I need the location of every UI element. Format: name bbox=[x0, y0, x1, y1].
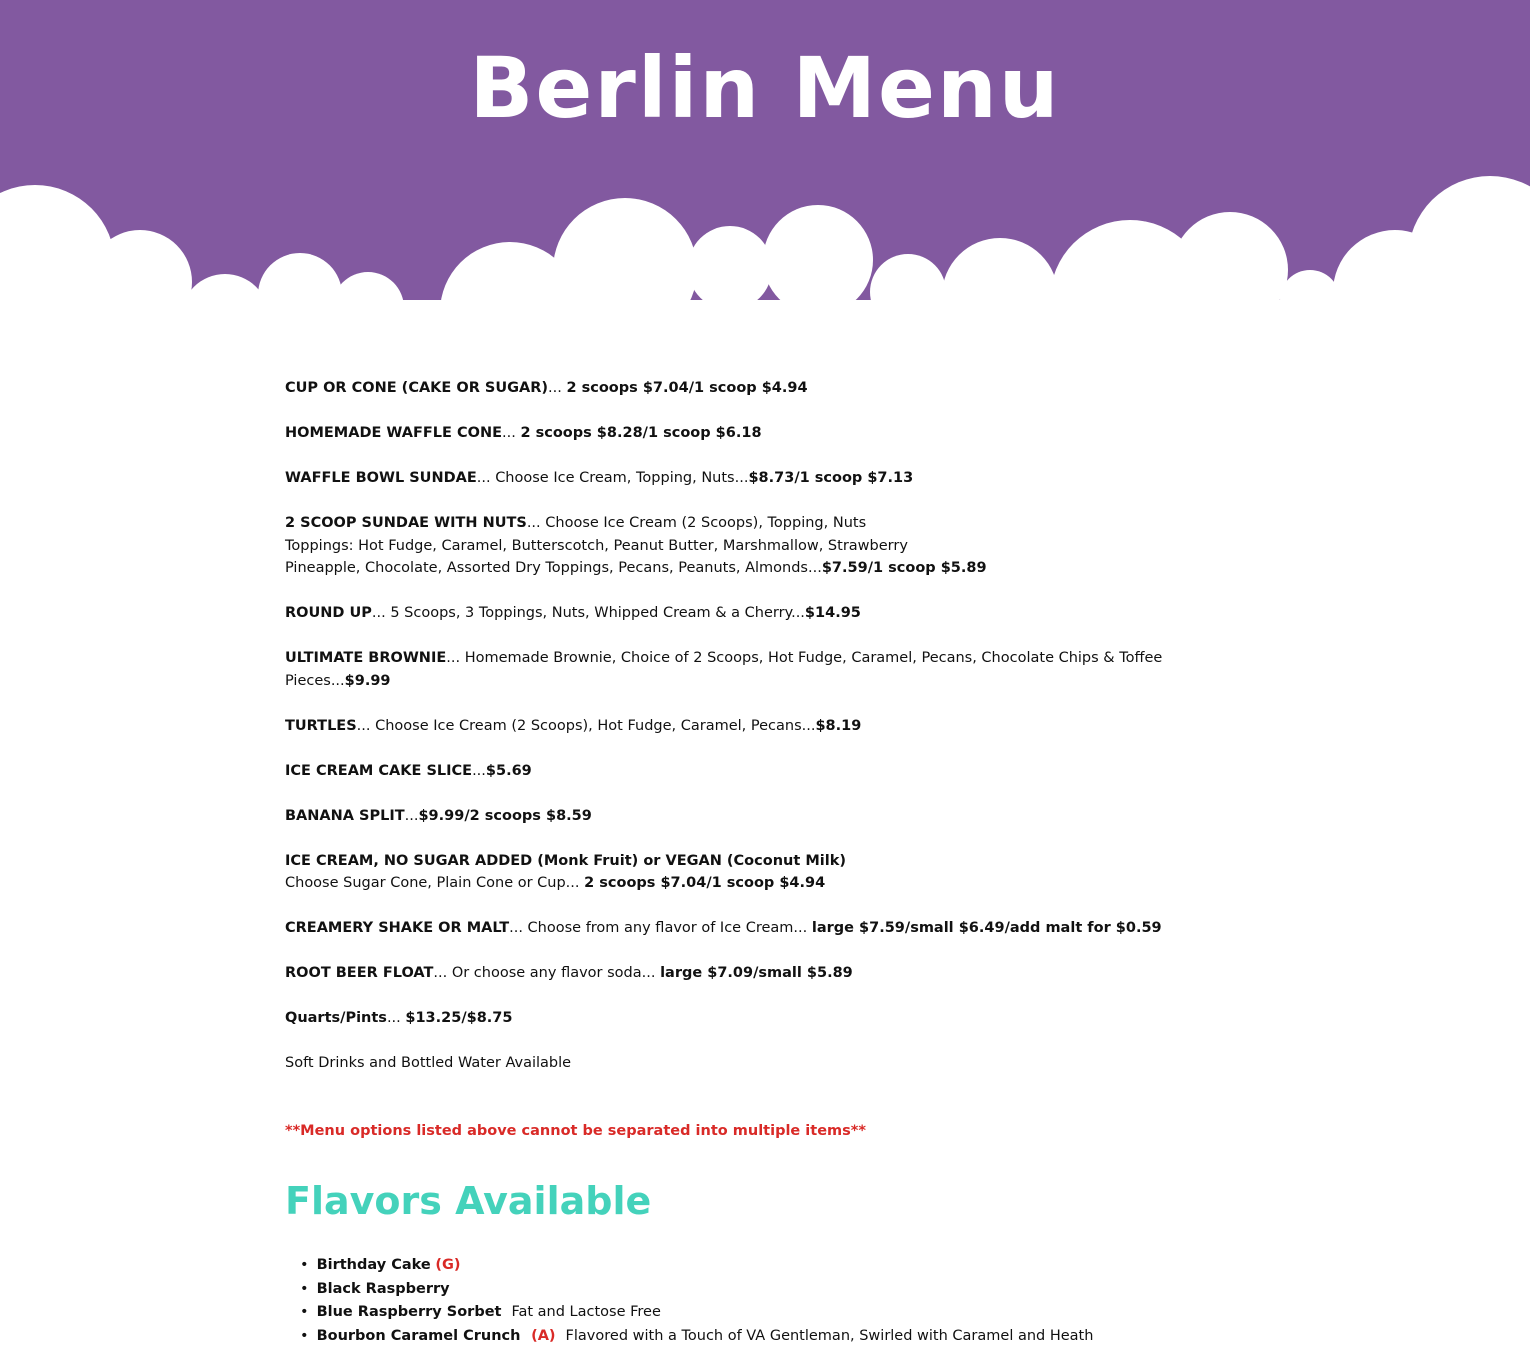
menu-item-separator: ... bbox=[446, 650, 465, 666]
menu-item-price: $7.59/1 scoop $5.89 bbox=[821, 560, 987, 576]
menu-item-description: Choose from any flavor of Ice Cream... bbox=[527, 920, 812, 936]
menu-item-name: ICE CREAM CAKE SLICE bbox=[285, 762, 473, 779]
menu-item bbox=[285, 1052, 1245, 1075]
menu-item-name: TURTLES bbox=[285, 717, 357, 734]
menu-item bbox=[285, 805, 1245, 828]
menu-item-price: $9.99/2 scoops $8.59 bbox=[418, 807, 592, 824]
flavor-description: Fat and Lactose Free bbox=[511, 1304, 661, 1320]
menu-item-name: 2 SCOOP SUNDAE WITH NUTS bbox=[285, 515, 527, 531]
menu-item-description: Choose Ice Cream, Topping, Nuts... bbox=[495, 470, 749, 486]
menu-item-price: 2 scoops $8.28/1 scoop $6.18 bbox=[520, 425, 762, 441]
flavors-heading: Flavors Available bbox=[285, 1179, 652, 1223]
flavor-list bbox=[285, 1254, 1245, 1348]
menu-note: **Menu options listed above cannot be separated into multiple items** bbox=[285, 1122, 866, 1139]
menu-item bbox=[285, 512, 1245, 580]
menu-item-price: large $7.09/small $5.89 bbox=[660, 965, 853, 981]
menu-item-price: $13.25/$8.75 bbox=[405, 1010, 513, 1026]
menu-list bbox=[285, 377, 1245, 1075]
menu-item-separator: ... bbox=[476, 470, 496, 486]
flavor-name: Bourbon Caramel Crunch bbox=[316, 1327, 521, 1344]
menu-item bbox=[285, 962, 1245, 985]
menu-item bbox=[285, 602, 1245, 625]
menu-item-separator: ... bbox=[386, 1010, 406, 1026]
menu-item-price: $5.69 bbox=[485, 762, 532, 779]
menu-item-name: ROOT BEER FLOAT bbox=[285, 965, 434, 981]
flavor-item bbox=[300, 1325, 1245, 1349]
menu-item-separator: ... bbox=[356, 717, 376, 734]
menu-item-description: Or choose any flavor soda... bbox=[451, 965, 661, 981]
menu-item bbox=[285, 422, 1245, 445]
menu-item-description: Choose Ice Cream (2 Scoops), Hot Fudge, Caramel, Pecans... bbox=[375, 717, 816, 734]
menu-item-separator: ... bbox=[502, 425, 521, 441]
menu-item bbox=[285, 917, 1245, 940]
menu-item-price: large $7.59/small $6.49/add malt for $0.59 bbox=[811, 920, 1162, 936]
flavor-tag: (A) bbox=[531, 1327, 556, 1344]
page-title: Berlin Menu bbox=[469, 39, 1061, 137]
menu-item-price: $8.19 bbox=[815, 717, 862, 734]
menu-item bbox=[285, 377, 1245, 400]
flavor-name: Black Raspberry bbox=[316, 1280, 450, 1297]
menu-item-name: Quarts/Pints bbox=[285, 1010, 387, 1026]
hero-banner bbox=[0, 0, 1530, 330]
menu-item-price: 2 scoops $7.04/1 scoop $4.94 bbox=[566, 380, 808, 396]
menu-item-price: $8.73/1 scoop $7.13 bbox=[748, 470, 914, 486]
flavor-name: Birthday Cake bbox=[316, 1257, 431, 1273]
menu-item-separator: ... bbox=[509, 920, 528, 936]
menu-item bbox=[285, 760, 1245, 783]
menu-item-name: HOMEMADE WAFFLE CONE bbox=[285, 425, 503, 441]
menu-item-description-cont: Pineapple, Chocolate, Assorted Dry Toppings, Pecans, Peanuts, Almonds... bbox=[285, 560, 822, 576]
menu-item-name: ROUND UP bbox=[285, 605, 372, 621]
menu-item bbox=[285, 647, 1245, 692]
menu-item-description: Homemade Brownie, Choice of 2 Scoops, Hot Fudge, Caramel, Pecans, Chocolate Chips & Toffee Pieces... bbox=[285, 650, 1163, 689]
menu-content bbox=[285, 377, 1245, 1348]
menu-item-description-cont: Choose Sugar Cone, Plain Cone or Cup... bbox=[285, 875, 585, 891]
flavor-description: Flavored with a Touch of VA Gentleman, Swirled with Caramel and Heath bbox=[565, 1327, 1094, 1344]
menu-item bbox=[285, 715, 1245, 738]
flavor-tag: (G) bbox=[435, 1257, 461, 1273]
flavor-item bbox=[300, 1301, 1245, 1325]
menu-item-price: 2 scoops $7.04/1 scoop $4.94 bbox=[584, 875, 826, 891]
menu-item bbox=[285, 467, 1245, 490]
menu-item-name: WAFFLE BOWL SUNDAE bbox=[285, 470, 477, 486]
flavor-item bbox=[300, 1278, 1245, 1302]
menu-item-name: BANANA SPLIT bbox=[285, 807, 405, 824]
menu-item-price: $9.99 bbox=[344, 672, 391, 689]
menu-item-description: 5 Scoops, 3 Toppings, Nuts, Whipped Cream & a Cherry... bbox=[390, 605, 805, 621]
menu-item-separator: ... bbox=[526, 515, 546, 531]
menu-item-description: Choose Ice Cream (2 Scoops), Topping, Nuts bbox=[545, 515, 867, 531]
menu-item-description: Soft Drinks and Bottled Water Available bbox=[285, 1055, 572, 1071]
menu-item-separator: ... bbox=[472, 762, 486, 779]
menu-item bbox=[285, 850, 1245, 895]
menu-item-name: CUP OR CONE (CAKE OR SUGAR) bbox=[285, 380, 549, 396]
menu-item-separator: ... bbox=[433, 965, 452, 981]
menu-item-separator: ... bbox=[371, 605, 391, 621]
menu-item-separator: ... bbox=[548, 380, 567, 396]
menu-item-separator: ... bbox=[404, 807, 419, 824]
menu-item-name: CREAMERY SHAKE OR MALT bbox=[285, 920, 510, 936]
menu-item-toppings: Toppings: Hot Fudge, Caramel, Butterscotch, Peanut Butter, Marshmallow, Strawberry bbox=[285, 537, 908, 554]
menu-item-price: $14.95 bbox=[804, 605, 861, 621]
menu-item-name: ULTIMATE BROWNIE bbox=[285, 650, 447, 666]
flavor-item bbox=[300, 1254, 1245, 1278]
flavor-name: Blue Raspberry Sorbet bbox=[316, 1304, 502, 1320]
menu-item bbox=[285, 1007, 1245, 1030]
menu-item-name: ICE CREAM, NO SUGAR ADDED (Monk Fruit) or VEGAN (Coconut Milk) bbox=[285, 852, 846, 869]
